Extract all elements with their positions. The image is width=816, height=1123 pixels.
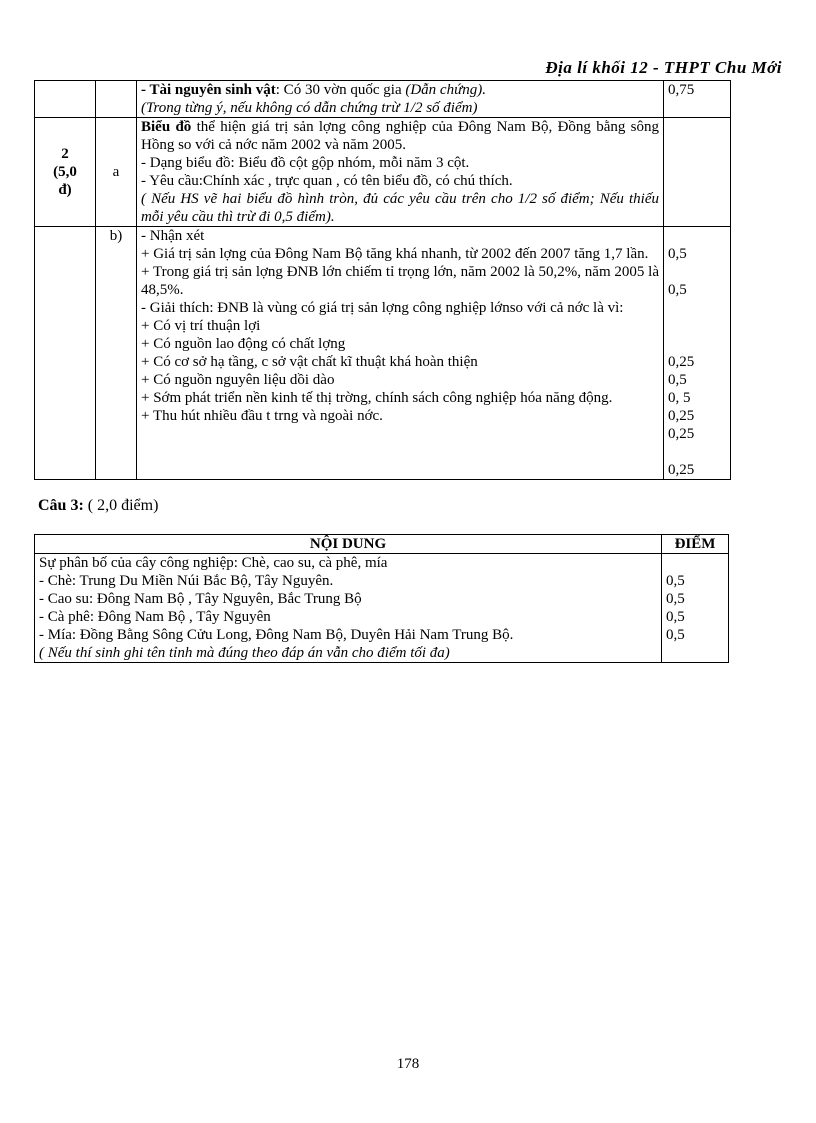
part-b-label: b) xyxy=(96,227,137,480)
table-header-row xyxy=(35,535,729,554)
question-number-cell xyxy=(35,118,96,227)
score-value: 0,25 xyxy=(668,426,695,442)
score-value: 0,25 xyxy=(668,462,695,478)
table-row xyxy=(35,227,731,480)
question3-title: Câu 3: xyxy=(38,497,84,514)
list-item: + Trong giá trị sản lợng ĐNB lớn chiếm tỉ trọng lớn, năm 2002 là 50,2%, năm 2005 là 48,5%. xyxy=(141,264,659,298)
empty-sub-cell xyxy=(96,81,137,118)
list-item: - Cà phê: Đông Nam Bộ , Tây Nguyên xyxy=(39,609,271,625)
table-row xyxy=(35,118,731,227)
q3-content-cell xyxy=(35,554,662,663)
score-value: 0,5 xyxy=(666,609,685,625)
resource-text: : Có 30 vờn quốc gia xyxy=(275,82,406,98)
question-points: (5,0 xyxy=(53,164,77,180)
list-item: + Sớm phát triển nền kinh tế thị trờng, chính sách công nghiệp hóa năng động. xyxy=(141,390,613,406)
question-points-unit: đ) xyxy=(58,182,72,198)
list-item: + Có cơ sở hạ tầng, c sở vật chất kĩ thuật khá hoàn thiện xyxy=(141,354,478,370)
q3-score-cell xyxy=(662,554,729,663)
score-value: 0,5 xyxy=(666,573,685,589)
score-value: 0,5 xyxy=(666,627,685,643)
table-row xyxy=(35,554,729,663)
list-item: + Có nguồn nguyên liệu dồi dào xyxy=(141,372,335,388)
score-value: 0,25 xyxy=(668,408,695,424)
q3-note: ( Nếu thí sinh ghi tên tỉnh mà đúng theo đáp án vẫn cho điểm tối đa) xyxy=(39,645,450,661)
list-item: - Giải thích: ĐNB là vùng có giá trị sản lợng công nghiệp lớnso với cả nớc là vì: xyxy=(141,300,624,316)
score-value: 0,5 xyxy=(668,246,687,262)
chart-type: - Dạng biểu đồ: Biểu đồ cột gộp nhóm, mỗi năm 3 cột. xyxy=(141,155,470,171)
answer-table-q3 xyxy=(34,534,729,663)
header-title: Địa lí khối 12 - THPT Chu Mới xyxy=(545,58,782,77)
column-header-score: ĐIỂM xyxy=(662,535,729,554)
part-a-label: a xyxy=(96,118,137,227)
score-value: 0,5 xyxy=(668,372,687,388)
resource-note: (Trong từng ý, nếu không có dẫn chứng trừ 1/2 số điểm) xyxy=(141,100,478,116)
content-cell xyxy=(137,81,664,118)
part-b-content xyxy=(137,227,664,480)
resource-evidence: (Dẫn chứng). xyxy=(405,82,487,98)
empty-score-cell xyxy=(664,118,731,227)
table-row xyxy=(35,81,731,118)
score-value: 0,5 xyxy=(666,591,685,607)
list-item: - Chè: Trung Du Miền Núi Bắc Bộ, Tây Nguyên. xyxy=(39,573,334,589)
q3-intro: Sự phân bố của cây công nghiệp: Chè, cao su, cà phê, mía xyxy=(39,555,388,571)
list-item: + Có nguồn lao động có chất lợng xyxy=(141,336,346,352)
list-item: + Thu hút nhiều đầu t trng và ngoài nớc. xyxy=(141,408,383,424)
part-a-content xyxy=(137,118,664,227)
list-item: + Giá trị sản lợng của Đông Nam Bộ tăng khá nhanh, từ 2002 đến 2007 tăng 1,7 lần. xyxy=(141,246,649,262)
score-value: 0, 5 xyxy=(668,390,691,406)
chart-note: ( Nếu HS vẽ hai biểu đồ hình tròn, đủ các yêu cầu trên cho 1/2 số điểm; Nếu thiếu mỗi yêu cầu thì trừ đi 0,5 điểm). xyxy=(141,191,659,225)
column-header-content: NỘI DUNG xyxy=(35,535,662,554)
question-number: 2 xyxy=(61,146,69,162)
list-item: - Mía: Đồng Bằng Sông Cửu Long, Đông Nam Bộ, Duyên Hải Nam Trung Bộ. xyxy=(39,627,514,643)
empty-num-cell xyxy=(35,227,96,480)
chart-requirements: - Yêu cầu:Chính xác , trực quan , có tên biểu đồ, có chú thích. xyxy=(141,173,513,189)
list-item: + Có vị trí thuận lợi xyxy=(141,318,261,334)
chart-description: thể hiện giá trị sản lợng công nghiệp của Đông Nam Bộ, Đồng bằng sông Hồng so với cả nớc năm 2002 và năm 2005. xyxy=(141,119,659,153)
question3-points: ( 2,0 điểm) xyxy=(83,497,159,514)
empty-num-cell xyxy=(35,81,96,118)
list-item: - Cao su: Đông Nam Bộ , Tây Nguyên, Bắc Trung Bộ xyxy=(39,591,362,607)
page-number: 178 xyxy=(396,1056,420,1072)
resource-label: - Tài nguyên sinh vật xyxy=(141,82,276,98)
answer-table-q2 xyxy=(34,80,731,480)
score-value: 0,25 xyxy=(668,354,695,370)
score-value: 0,5 xyxy=(668,282,687,298)
part-b-scores xyxy=(664,227,731,480)
score-cell: 0,75 xyxy=(664,81,731,118)
chart-heading: Biểu đồ xyxy=(141,119,192,135)
list-item: - Nhận xét xyxy=(141,228,205,244)
question3-heading xyxy=(38,497,158,515)
